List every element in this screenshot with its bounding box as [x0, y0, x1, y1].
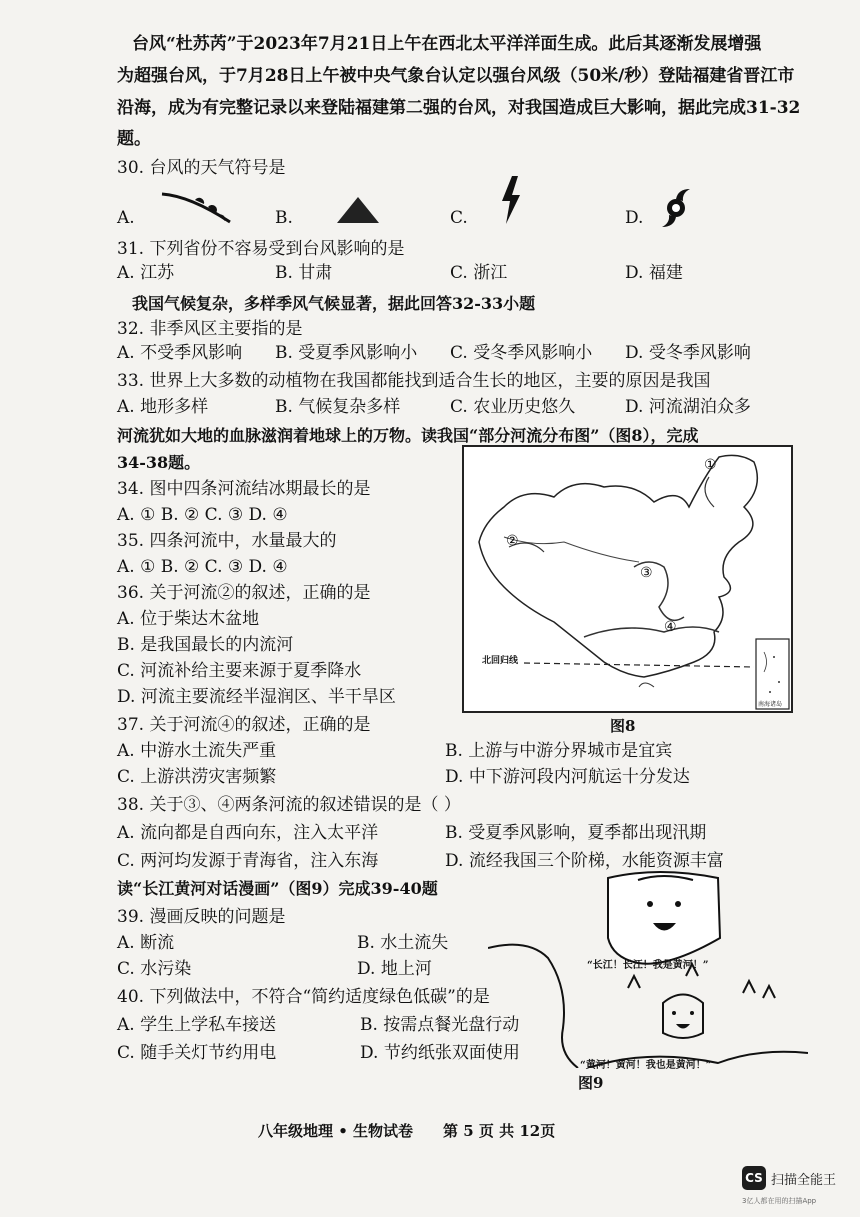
q36-stem: 36. 关于河流②的叙述，正确的是 [117, 583, 371, 603]
q37-option-a: A. 中游水土流失严重 [117, 741, 277, 761]
china-map-outline [464, 447, 791, 711]
footer-subject: 八年级地理 • 生物试卷 [258, 1122, 414, 1140]
q33-stem: 33. 世界上大多数的动植物在我国都能找到适合生长的地区，主要的原因是我国 [117, 371, 711, 391]
q38-option-a: A. 流向都是自西向东，注入太平洋 [117, 823, 379, 843]
q39-option-d: D. 地上河 [357, 959, 432, 979]
q32-option-b: B. 受夏季风影响小 [275, 343, 418, 363]
q39-option-c: C. 水污染 [117, 959, 192, 979]
q35-stem: 35. 四条河流中，水量最大的 [117, 531, 337, 551]
figure-8-caption: 图8 [610, 717, 636, 735]
intro-line-3: 沿海，成为有完整记录以来登陆福建第二强的台风，对我国造成巨大影响，据此完成31-32 [117, 98, 801, 118]
scanner-badge [742, 1166, 836, 1190]
tropic-line-label: 北回归线 [482, 656, 519, 666]
typhoon-icon [656, 187, 696, 229]
intro-line-2: 为超强台风，于7月28日上午被中央气象台认定以强台风级（50米/秒）登陆福建省晋江市 [117, 66, 795, 86]
intro-line-4: 题。 [117, 129, 151, 149]
q40-stem: 40. 下列做法中，不符合“简约适度绿色低碳”的是 [117, 987, 490, 1007]
q31-option-a: A. 江苏 [117, 263, 175, 283]
q33-option-c: C. 农业历史悠久 [450, 397, 576, 417]
q33-option-a: A. 地形多样 [117, 397, 209, 417]
q39-option-b: B. 水土流失 [357, 933, 449, 953]
figure-9-caption: 图9 [578, 1074, 604, 1092]
lightning-icon [498, 175, 524, 225]
scanner-app-name: 扫描全能王 [771, 1172, 837, 1188]
q32-option-d: D. 受冬季风影响 [625, 343, 751, 363]
q40-option-a: A. 学生上学私车接送 [117, 1015, 277, 1035]
river-marker-4: ④ [664, 619, 677, 635]
q36-option-c: C. 河流补给主要来源于夏季降水 [117, 661, 362, 681]
q33-option-b: B. 气候复杂多样 [275, 397, 401, 417]
camscanner-logo-icon: CS [742, 1166, 766, 1190]
q30-option-b: B. [275, 208, 293, 228]
cartoon-bubble-1: “长江！长江！我是黄河！” [587, 960, 709, 971]
intro4-text: 读“长江黄河对话漫画”（图9）完成39-40题 [117, 879, 438, 898]
q34-options: A. ① B. ② C. ③ D. ④ [117, 505, 288, 525]
intro-line-1: 台风“杜苏芮”于2023年7月21日上午在西北太平洋洋面生成。此后其逐渐发展增强 [132, 34, 762, 54]
q37-option-c: C. 上游洪涝灾害频繁 [117, 767, 277, 787]
river-marker-3: ③ [640, 565, 653, 581]
footer-page-number: 第 5 页 共 12页 [443, 1122, 556, 1140]
q32-option-c: C. 受冬季风影响小 [450, 343, 593, 363]
q40-option-b: B. 按需点餐光盘行动 [360, 1015, 520, 1035]
q33-option-d: D. 河流湖泊众多 [625, 397, 751, 417]
river-marker-2: ② [506, 533, 519, 549]
q31-stem: 31. 下列省份不容易受到台风影响的是 [117, 239, 405, 259]
q38-option-b: B. 受夏季风影响，夏季都出现汛期 [445, 823, 707, 843]
q38-stem: 38. 关于③、④两条河流的叙述错误的是（ ） [117, 795, 461, 815]
q31-option-d: D. 福建 [625, 263, 683, 283]
q38-option-d: D. 流经我国三个阶梯，水能资源丰富 [445, 851, 724, 871]
q30-option-a: A. [117, 208, 135, 228]
q32-option-a: A. 不受季风影响 [117, 343, 243, 363]
triangle-icon [335, 195, 381, 225]
q36-option-a: A. 位于柴达木盆地 [117, 609, 260, 629]
q36-option-b: B. 是我国最长的内流河 [117, 635, 294, 655]
q38-option-c: C. 两河均发源于青海省，注入东海 [117, 851, 379, 871]
cartoon-bubble-2: “黄河！黄河！我也是黄河！” [580, 1060, 712, 1071]
q31-option-c: C. 浙江 [450, 263, 508, 283]
q39-stem: 39. 漫画反映的问题是 [117, 907, 286, 927]
q37-option-d: D. 中下游河段内河航运十分发达 [445, 767, 690, 787]
q37-stem: 37. 关于河流④的叙述，正确的是 [117, 715, 371, 735]
q40-option-c: C. 随手关灯节约用电 [117, 1043, 277, 1063]
scanner-tagline: 3亿人都在用的扫描App [742, 1197, 817, 1205]
figure-8-river-map [462, 445, 793, 713]
q30-option-c: C. [450, 208, 468, 228]
river-marker-1: ① [704, 457, 717, 473]
q30-option-d: D. [625, 208, 644, 228]
q37-option-b: B. 上游与中游分界城市是宜宾 [445, 741, 673, 761]
q39-option-a: A. 断流 [117, 933, 175, 953]
q40-option-d: D. 节约纸张双面使用 [360, 1043, 520, 1063]
inset-label: 南海诸岛 [758, 701, 783, 708]
q32-stem: 32. 非季风区主要指的是 [117, 319, 303, 339]
q35-options: A. ① B. ② C. ③ D. ④ [117, 557, 288, 577]
q36-option-d: D. 河流主要流经半湿润区、半干旱区 [117, 687, 396, 707]
cold-front-icon [160, 188, 240, 228]
intro2-text: 我国气候复杂，多样季风气候显著，据此回答32-33小题 [132, 294, 536, 313]
q31-option-b: B. 甘肃 [275, 263, 333, 283]
intro3-line-1: 河流犹如大地的血脉滋润着地球上的万物。读我国“部分河流分布图”（图8），完成 [117, 426, 699, 445]
q34-stem: 34. 图中四条河流结冰期最长的是 [117, 479, 371, 499]
q30-stem: 30. 台风的天气符号是 [117, 158, 286, 178]
intro3-line-2: 34-38题。 [117, 453, 201, 472]
